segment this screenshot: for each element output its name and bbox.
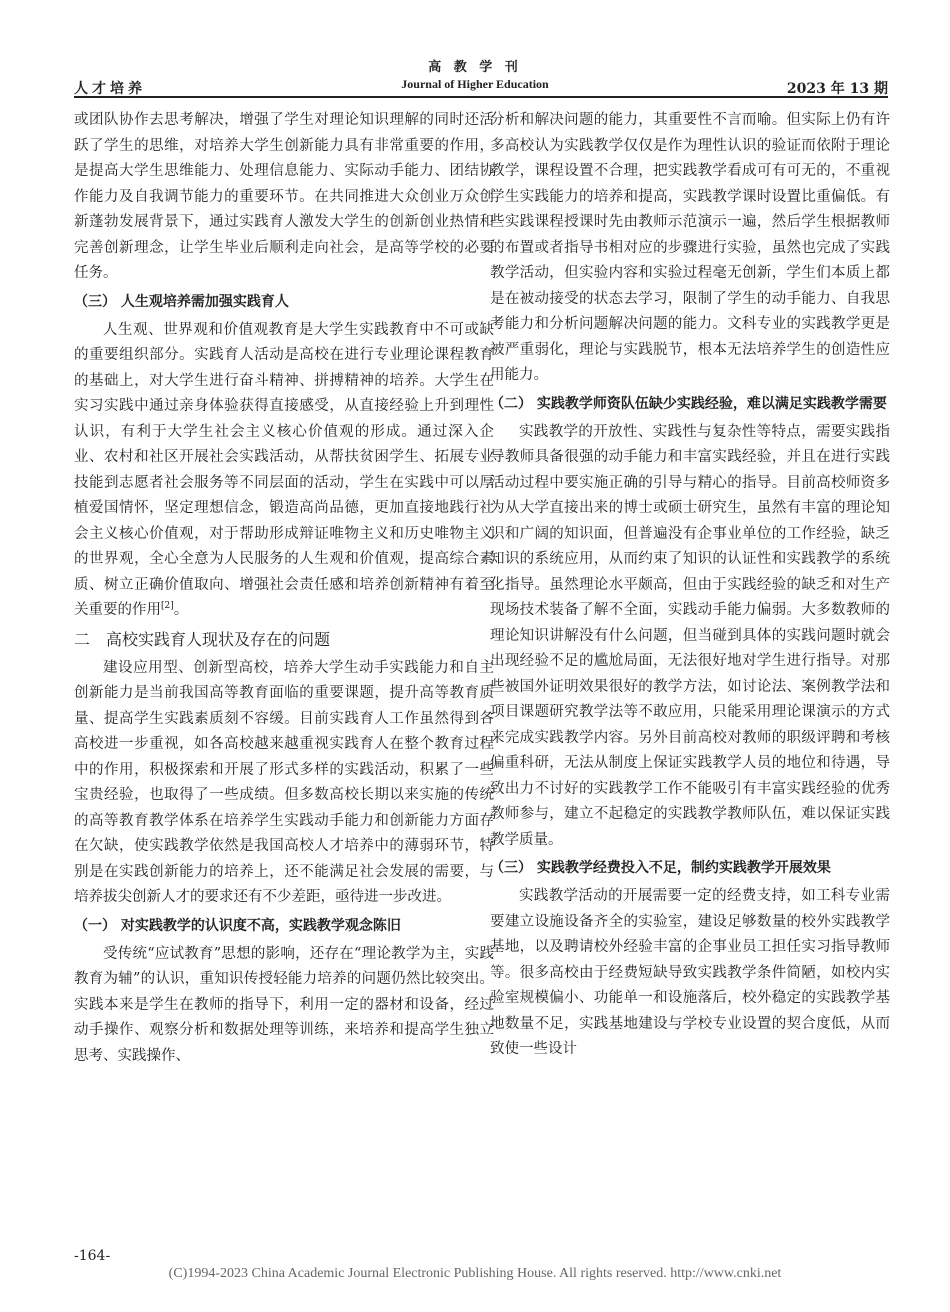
paragraph: 实践教学活动的开展需要一定的经费支持，如工科专业需要建立设施设备齐全的实验室，建设足够数量的校外实践教学基地，以及聘请校外经验丰富的企事业员工担任实习指导教师等。很多高校由于经费短缺导致实践教学条件简陋，如校内实验室规模偏小、功能单一和设施落后，校外稳定的实践教学基地数量不足，实践基地建设与学校专业设置的契合度低，从而致使一些设计 [490, 888, 890, 1057]
paragraph: 受传统“应试教育”思想的影响，还存在“理论教学为主，实践教育为辅”的认识，重知识传授轻能力培养的问题仍然比较突出。实践本来是学生在教师的指导下，利用一定的器材和设备，经过动手操作、观察分析和数据处理等训练，来培养和提高学生独立思考、实践操作、 [74, 945, 494, 1064]
header-divider [74, 96, 888, 98]
right-column [490, 108, 890, 1063]
subsection-heading: （二） 实践教学师资队伍缺少实践经验，难以满足实践教学需要 [490, 395, 887, 412]
section-heading: 二 高校实践育人现状及存在的问题 [74, 629, 331, 649]
paragraph: 分析和解决问题的能力，其重要性不言而喻。但实际上仍有许多高校认为实践教学仅仅是作为理性认识的验证而依附于理论教学，课程设置不合理，把实践教学看成可有可无的，不重视学生实践能力的培养和提高，实践教学课时设置比重偏低。有些实践课程授课时先由教师示范演示一遍，然后学生根据教师的布置或者指导书相对应的步骤进行实验，虽然也完成了实践教学活动，但实验内容和实验过程毫无创新，学生们本质上都是在被动接受的状态去学习，限制了学生的动手能力、自我思考能力和分析问题解决问题的能力。文科专业的实践教学更是被严重弱化，理论与实践脱节，根本无法培养学生的创造性应用能力。 [490, 112, 890, 383]
paragraph: 建设应用型、创新型高校，培养大学生动手实践能力和自主创新能力是当前我国高等教育面临的重要课题，提升高等教育质量、提高学生实践素质刻不容缓。目前实践育人工作虽然得到各高校进一步重视，如各高校越来越重视实践育人在整个教育过程中的作用，积极探索和开展了形式多样的实践活动，积累了一些宝贵经验，也取得了一些成绩。但多数高校长期以来实施的传统的高等教育教学体系在培养学生实践动手能力和创新能力方面存在欠缺，使实践教学依然是我国高校人才培养中的薄弱环节，特别是在实践创新能力的培养上，还不能满足社会发展的需要，与培养拔尖创新人才的要求还有不少差距，亟待进一步改进。 [74, 659, 494, 905]
paragraph-end: 。 [173, 602, 189, 618]
subsection-heading: （三） 人生观培养需加强实践育人 [74, 293, 289, 310]
subsection-heading: （一） 对实践教学的认识度不高，实践教学观念陈旧 [74, 917, 401, 934]
citation: [2] [161, 601, 174, 612]
paragraph-text: 人生观、世界观和价值观教育是大学生实践教育中不可或缺的重要组织部分。实践育人活动是高校在进行专业理论课程教育的基础上，对大学生进行奋斗精神、拼搏精神的培养。大学生在实习实践中通过亲身体验获得直接感受，从直接经验上升到理性认识，有利于大学生社会主义核心价值观的形成。通过深入企业、农村和社区开展社会实践活动，从帮扶贫困学生、拓展专业技能到志愿者社会服务等不同层面的活动，学生在实践中可以厚植爱国情怀，坚定理想信念，锻造高尚品德，更加直接地践行社会主义核心价值观，对于帮助形成辩证唯物主义和历史唯物主义的世界观，全心全意为人民服务的人生观和价值观，提高综合素质、树立正确价值取向、增强社会责任感和培养创新精神有着至关重要的作用 [74, 321, 494, 618]
issue-label: 2023 年 13 期 [786, 81, 888, 97]
paragraph: 实践教学的开放性、实践性与复杂性等特点，需要实践指导教师具备很强的动手能力和丰富实践经验，并且在进行实践活动过程中要实施正确的引导与精心的指导。目前高校师资多为从大学直接出来的博士或硕士研究生，虽然有丰富的理论知识和广阔的知识面，但普遍没有企事业单位的工作经验，缺乏知识的系统应用，从而约束了知识的认证性和实践教学的系统化指导。虽然理论水平颇高，但由于实践经验的缺乏和对生产现场技术装备了解不全面，实践动手能力偏弱。大多数教师的理论知识讲解没有什么问题，但当碰到具体的实践问题时就会出现经验不足的尴尬局面，无法很好地对学生进行指导。对那些被国外证明效果很好的教学方法，如讨论法、案例教学法和项目课题研究教学法等不敢应用，只能采用理论课演示的方式来完成实践教学内容。另外目前高校对教师的职级评聘和考核偏重科研，无法从制度上保证实践教学人员的地位和待遇，导致出力不讨好的实践教学工作不能吸引有丰富实践经验的优秀教师参与，建立不起稳定的实践教学教师队伍，难以保证实践教学质量。 [490, 423, 890, 848]
page-number: -164- [74, 1248, 111, 1264]
copyright-notice: (C)1994-2023 China Academic Journal Electronic Publishing House. All rights reserved. http://www.cnki.net [168, 1266, 782, 1281]
section-label: 人才培养 [74, 81, 146, 97]
journal-title-cn: 高 教 学 刊 [428, 60, 522, 75]
subsection-heading: （三） 实践教学经费投入不足，制约实践教学开展效果 [490, 860, 831, 876]
paragraph: 或团队协作去思考解决，增强了学生对理论知识理解的同时还活跃了学生的思维，对培养大学生创新能力具有非常重要的作用，是提高大学生思维能力、处理信息能力、实际动手能力、团结协作能力及自我调节能力的重要环节。在共同推进大众创业万众创新蓬勃发展背景下，通过实践育人激发大学生的创新创业热情和完善创新理念，让学生毕业后顺利走向社会，是高等学校的必要任务。 [74, 112, 494, 281]
paragraph [74, 318, 494, 624]
journal-title-en: Journal of Higher Education [401, 77, 549, 91]
left-column [74, 108, 494, 1069]
